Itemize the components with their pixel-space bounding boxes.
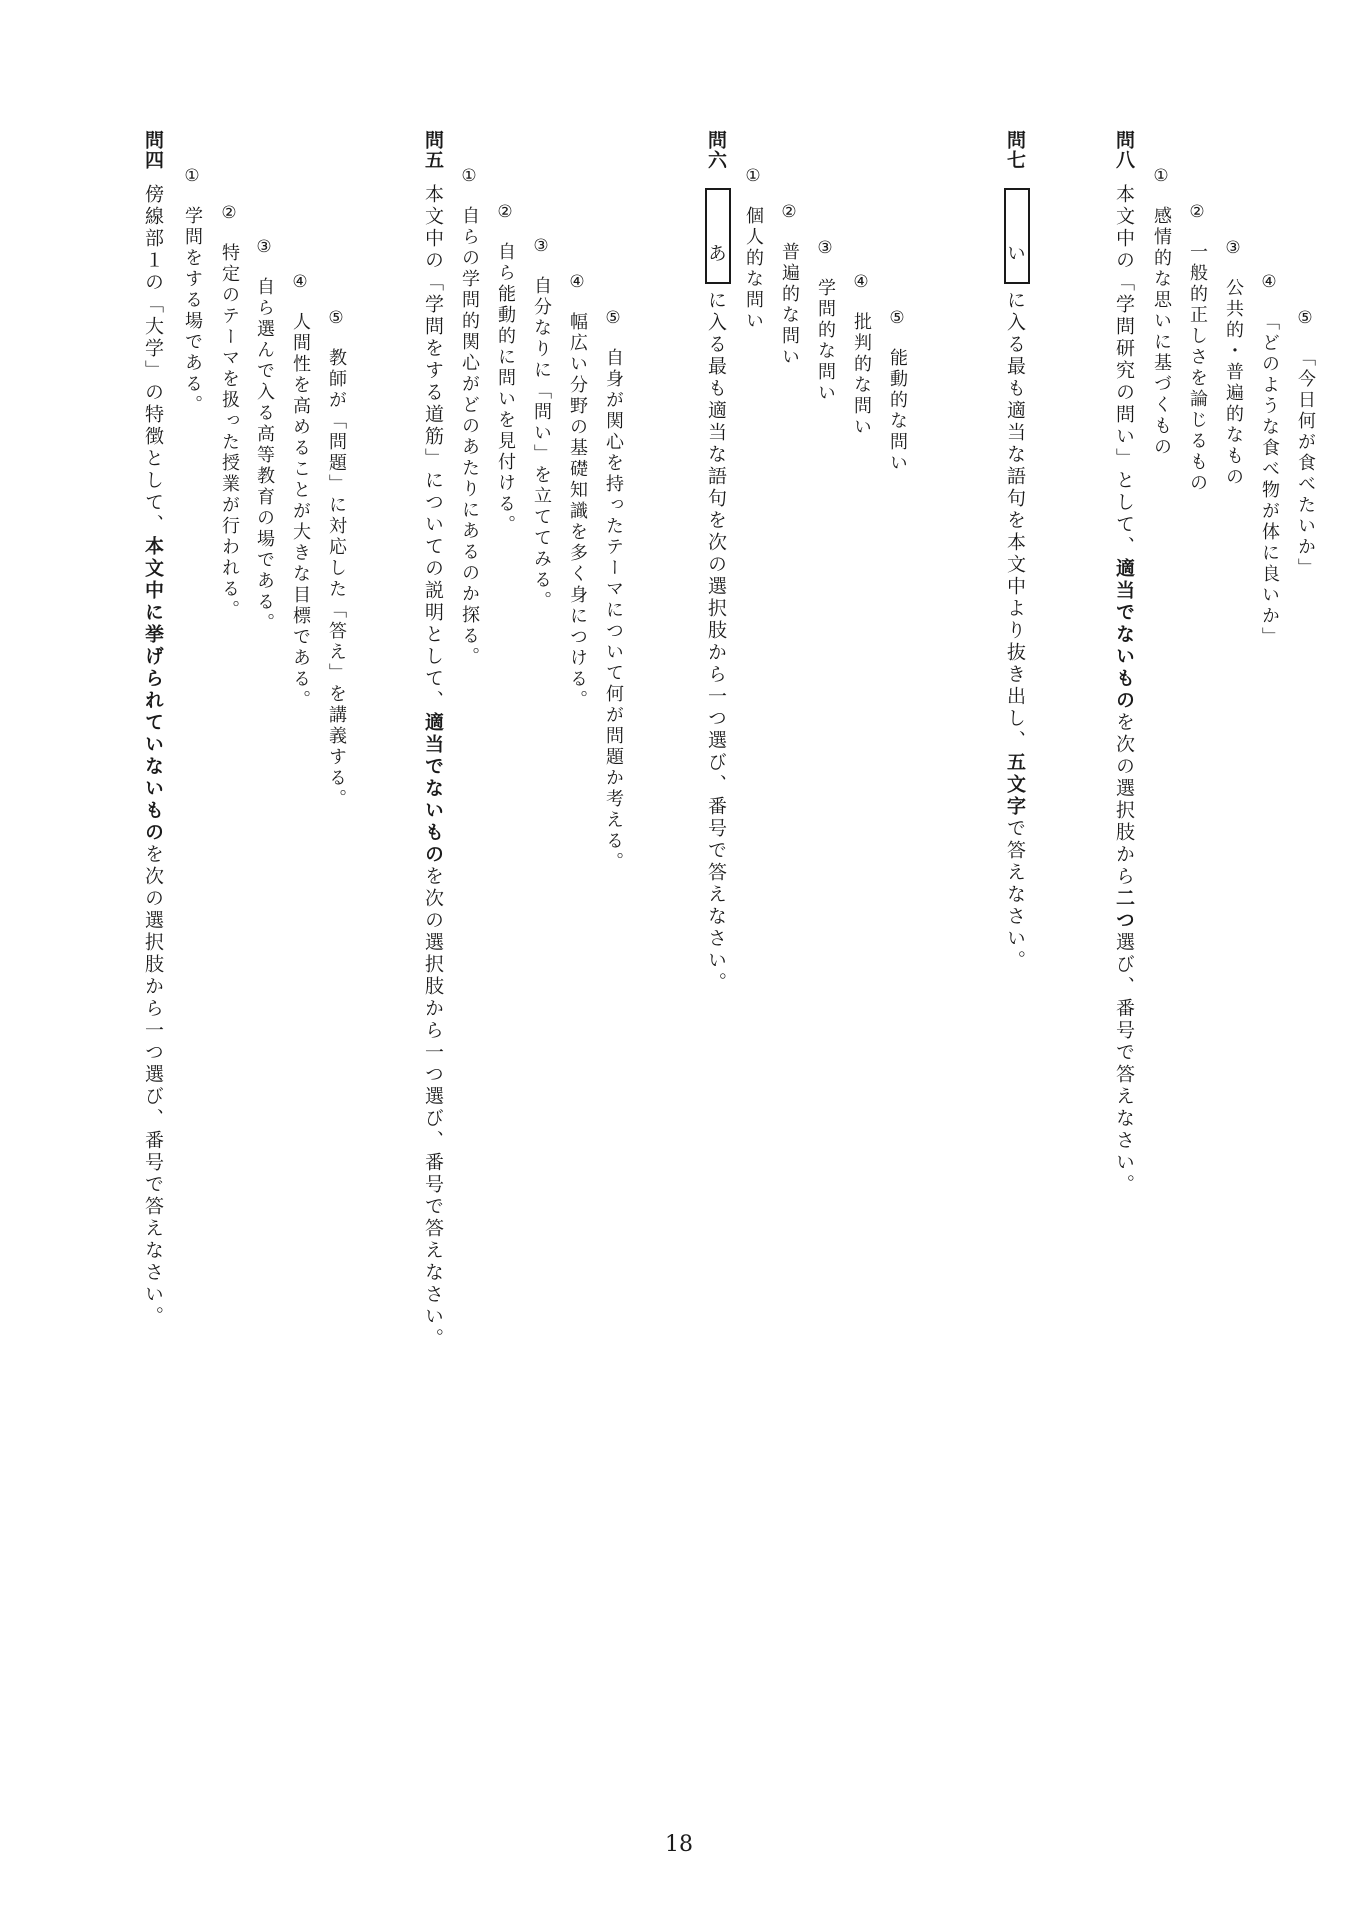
option-q8-1: ①感情的な思いに基づくもの xyxy=(1151,166,1172,458)
option-q4-1: ①学問をする場である。 xyxy=(182,166,203,416)
question-4-prompt xyxy=(143,130,162,1328)
option-q8-2: ②一般的正しさを論じるもの xyxy=(1187,202,1208,494)
prompt-text: に入る最も適当な語句を次の選択肢から一つ選び、番号で答えなさい。 xyxy=(705,290,727,994)
option-q6-5: ⑤能動的な問い xyxy=(887,308,908,474)
option-q8-4: ④「どのような食べ物が体に良いか」 xyxy=(1259,272,1280,648)
option-q4-5: ⑤教師が「問題」に対応した「答え」を講義する。 xyxy=(326,308,347,810)
option-q4-2: ②特定のテーマを扱った授業が行われる。 xyxy=(219,203,240,621)
option-q6-1: ①個人的な問い xyxy=(743,166,764,332)
prompt-emphasis: 本文中に挙げられていないもの xyxy=(142,536,164,844)
option-q4-3: ③自ら選んで入る高等教育の場である。 xyxy=(254,237,275,634)
question-8-prompt xyxy=(1114,130,1133,1196)
question-7-prompt xyxy=(1004,130,1030,972)
option-q6-3: ③学問的な問い xyxy=(815,238,836,404)
option-q8-3: ③公共的・普遍的なもの xyxy=(1223,238,1244,488)
option-q6-4: ④批判的な問い xyxy=(851,272,872,438)
prompt-text: 本文中の「学問研究の問い」として、 xyxy=(1113,184,1135,558)
option-q8-5: ⑤「今日何が食べたいか」 xyxy=(1295,308,1316,579)
option-q5-3: ③自分なりに「問い」を立ててみる。 xyxy=(531,236,552,612)
question-6-prompt xyxy=(705,130,731,994)
question-number: 問七 xyxy=(1004,130,1026,170)
question-number: 問五 xyxy=(422,130,444,170)
prompt-text: 傍線部１の「大学」の特徴として、 xyxy=(142,184,164,536)
prompt-text: で答えなさい。 xyxy=(1004,818,1026,972)
option-q5-1: ①自らの学問的関心がどのあたりにあるのか探る。 xyxy=(459,166,480,668)
prompt-text: を次の選択肢から xyxy=(1113,712,1135,888)
answer-blank-a: あ xyxy=(705,188,731,284)
page-number: 18 xyxy=(665,1832,693,1857)
option-q4-4: ④人間性を高めることが大きな目標である。 xyxy=(290,272,311,711)
question-number: 問八 xyxy=(1113,130,1135,170)
question-number: 問四 xyxy=(142,130,164,170)
prompt-text: に入る最も適当な語句を本文中より抜き出し、 xyxy=(1004,290,1026,752)
prompt-emphasis: 二つ xyxy=(1113,888,1135,932)
prompt-text: を次の選択肢から一つ選び、番号で答えなさい。 xyxy=(142,844,164,1328)
option-q6-2: ②普遍的な問い xyxy=(779,202,800,368)
option-q5-2: ②自ら能動的に問いを見付ける。 xyxy=(495,202,516,536)
prompt-text: 選び、番号で答えなさい。 xyxy=(1113,932,1135,1196)
prompt-emphasis: 適当でないもの xyxy=(422,712,444,866)
prompt-text: 本文中の「学問をする道筋」についての説明として、 xyxy=(422,184,444,712)
answer-blank-i: い xyxy=(1004,188,1030,284)
option-q5-5: ⑤自身が関心を持ったテーマについて何が問題か考える。 xyxy=(603,308,624,873)
question-5-prompt xyxy=(423,130,442,1350)
prompt-emphasis: 適当でないもの xyxy=(1113,558,1135,712)
prompt-emphasis: 五文字 xyxy=(1004,752,1026,818)
prompt-text: を次の選択肢から一つ選び、番号で答えなさい。 xyxy=(422,866,444,1350)
question-number: 問六 xyxy=(705,130,727,170)
option-q5-4: ④幅広い分野の基礎知識を多く身につける。 xyxy=(567,272,588,711)
